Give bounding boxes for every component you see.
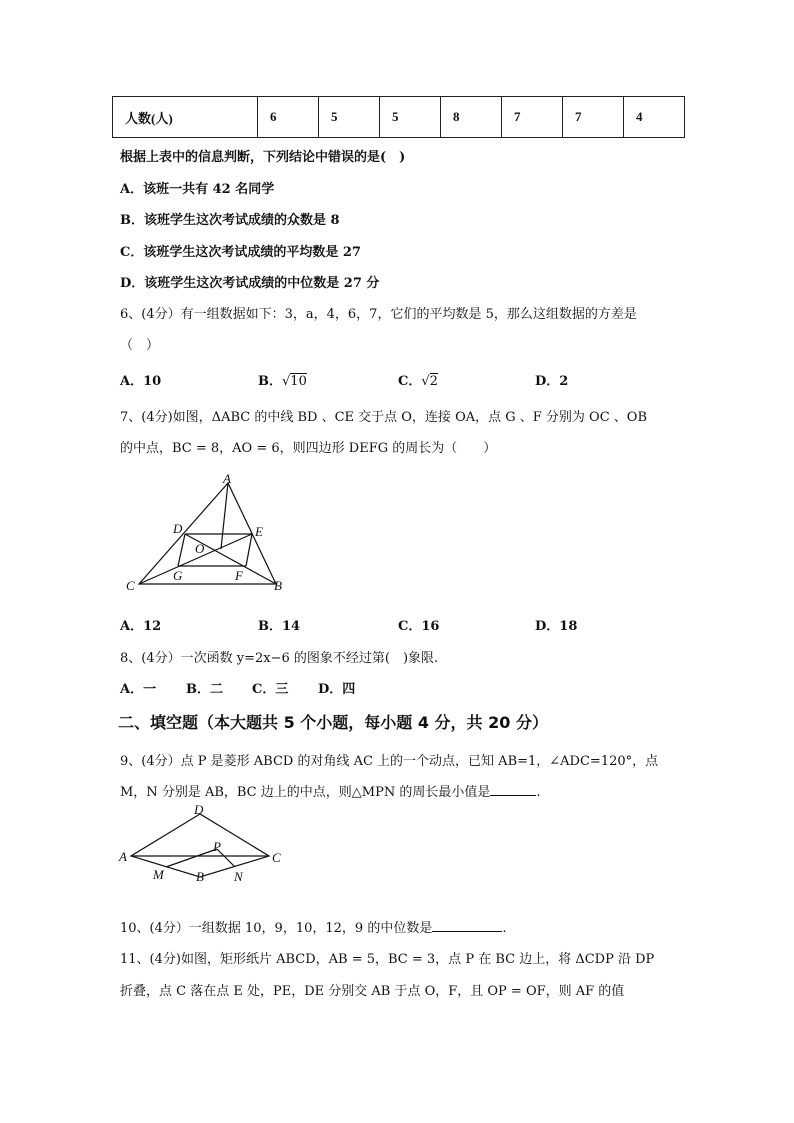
label-c: C [272,850,281,865]
answer-blank [490,783,536,796]
label-d: D [194,803,204,817]
q8-stem: 8、(4分）一次函数 y=2x−6 的图象不经过第( )象限. [120,651,439,666]
q7-triangle-figure [118,470,298,600]
label-b: B [274,578,282,593]
q6-option-d: D．2 [535,374,569,389]
table-cell: 7 [563,97,624,138]
label-m: M [153,867,164,881]
q9-rhombus-figure [115,803,290,881]
table-cell: 6 [258,97,319,138]
label-b: B [196,869,204,881]
q10-stem [120,917,506,936]
q11-line1: 11、(4分)如图，矩形纸片 ABCD，AB = 5，BC = 3，点 P 在 BC 边上，将 ΔCDP 沿 DP [120,952,655,967]
sqrt-symbol: √ [282,374,291,389]
q5-option-d: D．该班学生这次考试成绩的中位数是 27 分 [120,276,380,291]
q7-option-d: D．18 [535,619,578,634]
q9-line2 [120,781,540,800]
sqrt-symbol: √ [421,374,430,389]
q11-line2: 折叠，点 C 落在点 E 处，PE，DE 分别交 AB 于点 O，F，且 OP = OF，则 AF 的值 [120,984,625,999]
q6-option-c [398,370,438,389]
table-cell: 4 [624,97,685,138]
q7-line2: 的中点，BC = 8，AO = 6，则四边形 DEFG 的周长为（ ） [120,441,497,456]
q10-end: . [502,921,507,936]
table-cell: 5 [380,97,441,138]
q7-option-c: C．16 [398,619,440,634]
label-e: E [255,524,263,539]
q5-stem: 根据上表中的信息判断，下列结论中错误的是( ) [120,150,406,165]
q6-stem-line1: 6、(4分）有一组数据如下：3，a，4，6，7，它们的平均数是 5，那么这组数据的方差是 [120,307,637,322]
q8-option-a: A．一 [120,682,157,697]
label-o: O [195,541,205,556]
label-c: C [126,578,135,593]
segment-ef [246,534,252,566]
label-a: A [223,471,231,486]
section-title: 二、填空题（本大题共 5 个小题，每小题 4 分，共 20 分） [118,713,548,732]
table-cell: 7 [502,97,563,138]
q10-stem-text: 10、(4分）一组数据 10，9，10，12，9 的中位数是 [120,921,433,936]
segment-ao [221,483,228,549]
label-g: G [173,568,183,583]
q8-option-c: C．三 [252,682,289,697]
q6-option-b-radicand: 10 [290,374,307,389]
answer-blank [432,919,502,932]
segment-mp [166,849,217,867]
q7-line1: 7、(4分)如图，ΔABC 的中线 BD 、CE 交于点 O，连接 OA，点 G 、F 分别为 OC 、OB [120,410,647,425]
q6-option-c-radicand: 2 [429,374,438,389]
q9-line2-text: M，N 分别是 AB，BC 边上的中点，则△MPN 的周长最小值是 [120,785,491,800]
q6-option-c-label: C． [398,374,422,389]
label-n: N [234,869,243,881]
q6-stem-line2: （ ） [120,338,160,353]
q9-line2-end: . [536,785,541,800]
q6-option-b-label: B． [258,374,282,389]
q5-option-a: A．该班一共有 42 名同学 [120,182,275,197]
q7-option-a: A．12 [120,619,162,634]
q6-option-a: A．10 [120,374,162,389]
q5-option-b: B．该班学生这次考试成绩的众数是 8 [120,213,340,228]
table-cell: 8 [441,97,502,138]
q9-line1: 9、(4分）点 P 是菱形 ABCD 的对角线 AC 上的一个动点，已知 AB=1，∠ADC=120°，点 [120,754,659,769]
table-cell: 5 [319,97,380,138]
table-row [113,97,685,138]
label-a: A [119,849,127,864]
q5-option-c: C．该班学生这次考试成绩的平均数是 27 [120,245,361,260]
label-f: F [235,568,243,583]
score-table [112,96,685,138]
q8-option-d: D．四 [318,682,356,697]
table-row-header: 人数(人) [113,97,258,138]
rhombus-abcd [131,814,269,877]
label-p: P [213,839,221,854]
q8-option-b: B．二 [186,682,223,697]
q6-option-b [258,370,307,389]
q7-option-b: B．14 [258,619,301,634]
label-d: D [173,521,183,536]
